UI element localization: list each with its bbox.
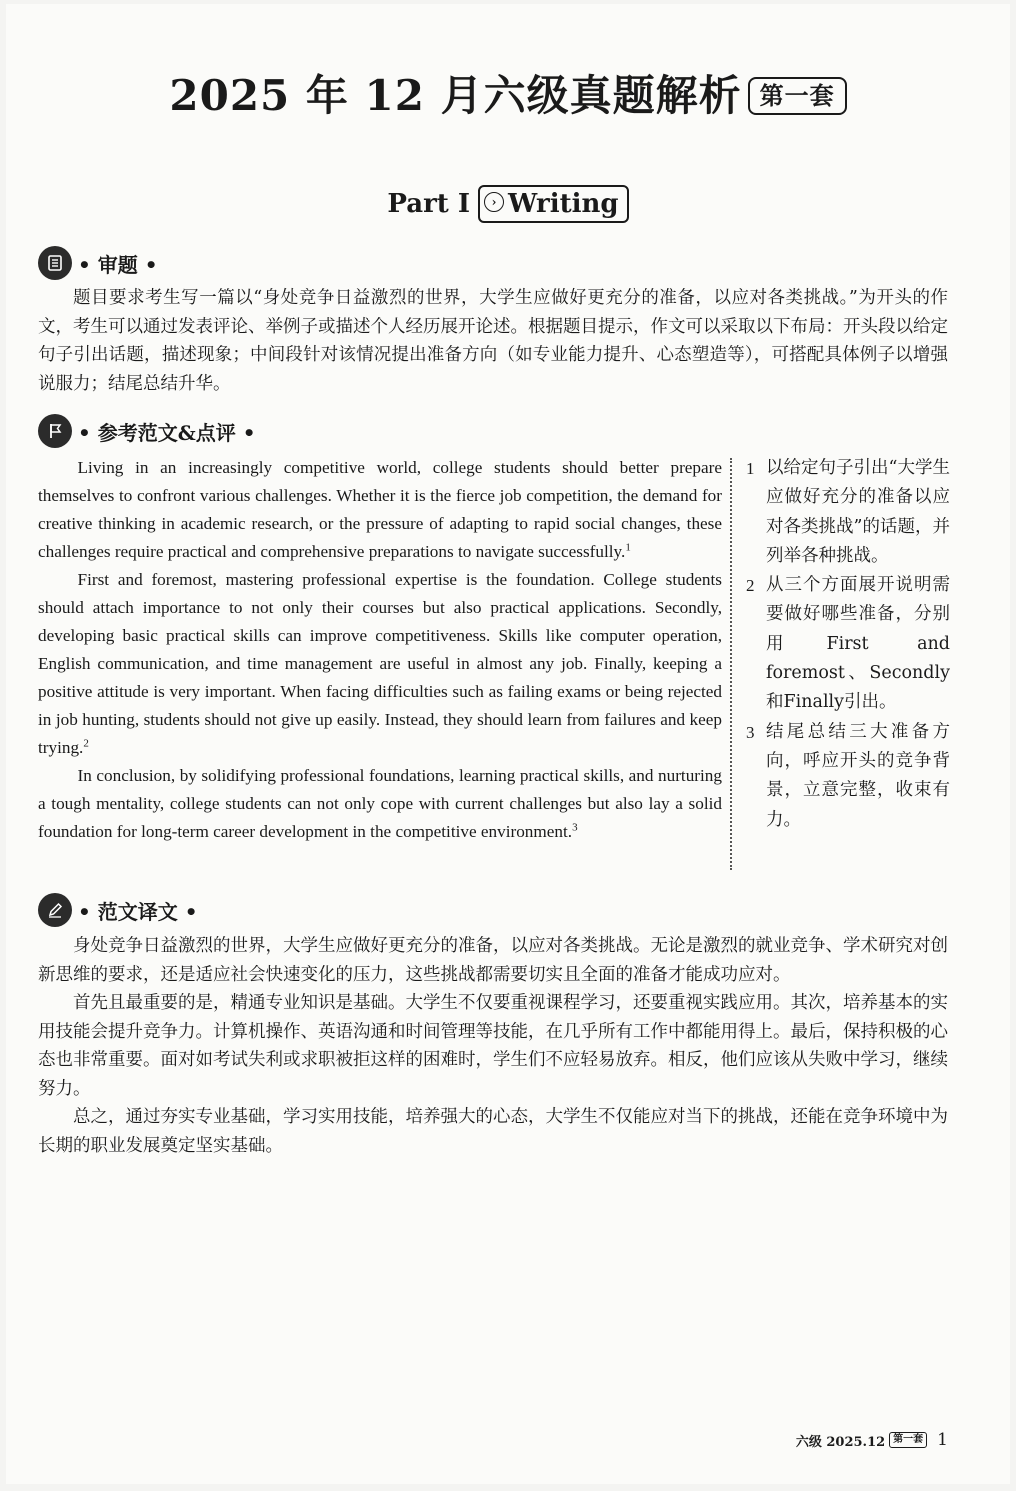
section-analysis-title: • 审题 • (78, 252, 158, 277)
note-mark: 2 (83, 737, 89, 750)
note-number: 1 (746, 459, 755, 478)
section-translation-heading (38, 892, 198, 928)
set-label: 第一套 (748, 77, 847, 115)
notes-divider (730, 458, 732, 870)
chevron-right-icon: › (484, 192, 504, 212)
footer-exam: 六级 2025.12 (795, 1434, 886, 1450)
part-name-box (478, 185, 629, 223)
note-text: 从三个方面展开说明需要做好哪些准备，分别用First and foremost、Secondly和Finally引出。 (766, 575, 950, 713)
flag-icon (38, 414, 72, 448)
note-mark: 3 (572, 821, 578, 834)
note-item (746, 718, 950, 835)
essay-paragraph (38, 762, 722, 846)
part-label: Part I (387, 189, 471, 219)
note-mark: 1 (625, 541, 631, 554)
note-text: 以给定句子引出“大学生应做好充分的准备以应对各类挑战”的话题，并列举各种挑战。 (766, 458, 950, 566)
part-name: Writing (508, 189, 619, 219)
translation-paragraph: 总之，通过夯实专业基础，学习实用技能，培养强大的心态，大学生不仅能应对当下的挑战，还能在竞争环境中为长期的职业发展奠定坚实基础。 (38, 1107, 948, 1156)
essay-paragraph-text: First and foremost, mastering professional expertise is the foundation. College students should attach importance to not only their courses but also practical applications. Secondly, developing basic practical skills can improve competitiveness. Skills like computer operation, English communication, and time management are useful in almost any job. Finally, keeping a positive attitude is very important. When facing difficulties such as failing exams or being rejected in job hunting, students should not give up easily. Instead, they should learn from failures and keep trying. (38, 570, 722, 757)
page-number: 1 (937, 1430, 948, 1450)
essay-paragraph-text: Living in an increasingly competitive world, college students should better prepare themselves to confront various challenges. Whether it is the fierce job competition, the demand for creative thinking in academic research, or the pressure of adapting to rapid social changes, these challenges require practical and comprehensive preparations to navigate successfully. (38, 458, 722, 561)
translation-paragraph: 首先且最重要的是，精通专业知识是基础。大学生不仅要重视课程学习，还要重视实践应用。其次，培养基本的实用技能会提升竞争力。计算机操作、英语沟通和时间管理等技能，在几乎所有工作中都能用得上。最后，保持积极的心态也非常重要。面对如考试失利或求职被拒这样的困难时，学生们不应轻易放弃。相反，他们应该从失败中学习，继续努力。 (38, 993, 948, 1099)
footer-set-label: 第一套 (889, 1432, 927, 1448)
translation-text (38, 932, 948, 1160)
note-number: 3 (746, 722, 755, 742)
document-icon (38, 246, 72, 280)
commentary-notes (746, 454, 950, 835)
analysis-text (38, 284, 948, 398)
translation-paragraph: 身处竞争日益激烈的世界，大学生应做好更充分的准备，以应对各类挑战。无论是激烈的就业竞争、学术研究对创新思维的要求，还是适应社会快速变化的压力，这些挑战都需要切实且全面的准备才能成功应对。 (38, 936, 948, 985)
sample-essay (38, 454, 722, 846)
section-sample-title: • 参考范文&点评 • (78, 420, 256, 445)
essay-paragraph-text: In conclusion, by solidifying professional foundations, learning practical skills, and nurturing a tough mentality, college students can not only cope with current challenges but also lay a solid foundation for long-term career development in the competitive environment. (38, 766, 722, 841)
note-text: 结尾总结三大准备方向，呼应开头的竞争背景，立意完整，收束有力。 (766, 721, 950, 830)
page-footer (796, 1430, 948, 1450)
title-text: 2025 年 12 月六级真题解析 (169, 71, 742, 120)
page-title (0, 66, 1016, 126)
section-analysis-heading (38, 245, 158, 281)
essay-paragraph (38, 454, 722, 566)
essay-paragraph (38, 566, 722, 762)
pen-icon (38, 893, 72, 927)
part-heading (0, 184, 1016, 224)
section-sample-heading (38, 413, 256, 449)
section-translation-title: • 范文译文 • (78, 899, 198, 924)
note-item (746, 571, 950, 717)
note-item (746, 454, 950, 571)
note-number: 2 (746, 576, 755, 596)
analysis-paragraph: 题目要求考生写一篇以“身处竞争日益激烈的世界，大学生应做好更充分的准备，以应对各类挑战。”为开头的作文，考生可以通过发表评论、举例子或描述个人经历展开论述。根据题目提示，作文可以采取以下布局：开头段以给定句子引出话题，描述现象；中间段针对该情况提出准备方向（如专业能力提升、心态塑造等），可搭配具体例子以增强说服力；结尾总结升华。 (38, 288, 948, 394)
